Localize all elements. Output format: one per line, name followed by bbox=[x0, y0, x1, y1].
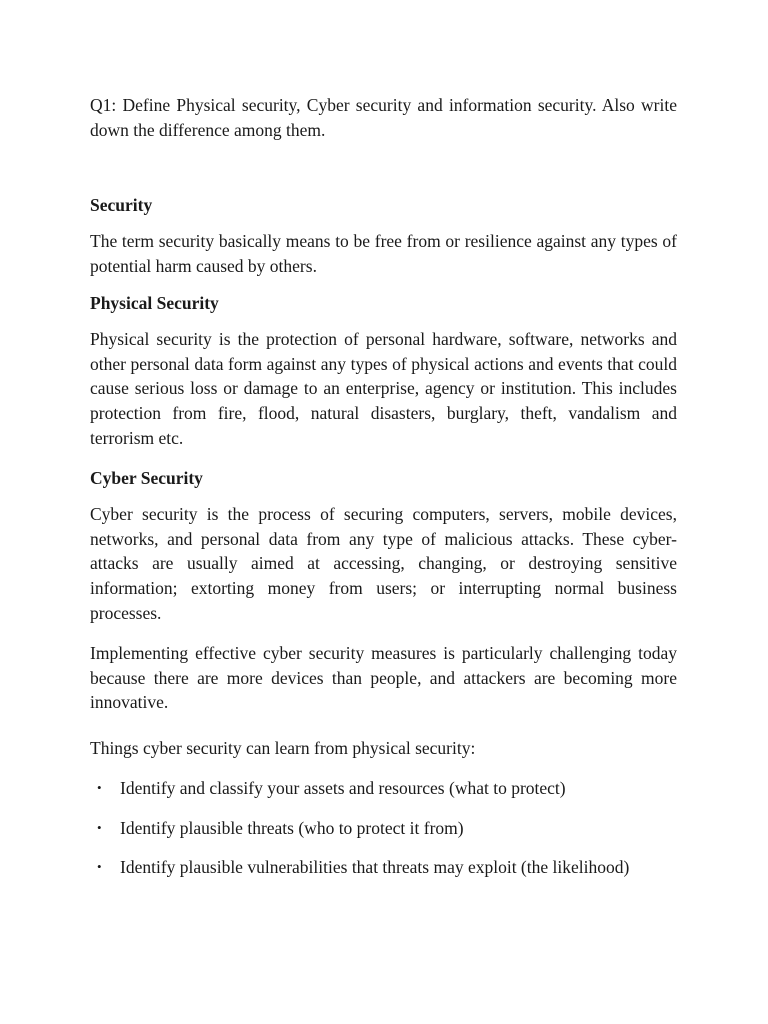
bullet-icon: • bbox=[97, 859, 102, 875]
bullet-icon: • bbox=[97, 780, 102, 795]
list-item-text: Identify plausible threats (who to protect it from) bbox=[120, 817, 464, 838]
paragraph-physical-security: Physical security is the protection of personal hardware, software, networks and other personal data form against any types of physical actions and events that could cause serious loss or damage to an enterprise, agency or institution. This includes protection from fire, flood, natural disasters, burglary, theft, vandalism and terrorism etc. bbox=[90, 329, 677, 448]
paragraph-cyber-security: Cyber security is the process of securing computers, servers, mobile devices, networks, and personal data from any type of malicious attacks. These cyber-attacks are usually aimed at accessing, changing, or destroying sensitive information; extorting money from users; or interrupting normal business processes. bbox=[90, 504, 677, 623]
heading-cyber-security: Cyber Security bbox=[90, 468, 203, 488]
list-item bbox=[90, 855, 677, 880]
paragraph-cyber-security-measures: Implementing effective cyber security measures is particularly challenging today because there are more devices than people, and attackers are becoming more innovative. bbox=[90, 643, 677, 713]
bullet-list bbox=[90, 776, 677, 895]
things-intro: Things cyber security can learn from physical security: bbox=[90, 738, 476, 758]
list-item bbox=[90, 776, 677, 801]
list-item-text: Identify plausible vulnerabilities that threats may exploit (the likelihood) bbox=[120, 857, 630, 878]
heading-physical-security: Physical Security bbox=[90, 293, 219, 313]
list-item-text: Identify and classify your assets and resources (what to protect) bbox=[120, 778, 566, 798]
question-text: Q1: Define Physical security, Cyber security and information security. Also write down the difference among them. bbox=[90, 95, 677, 140]
list-item bbox=[90, 816, 677, 841]
paragraph-security: The term security basically means to be free from or resilience against any types of potential harm caused by others. bbox=[90, 231, 677, 276]
heading-security: Security bbox=[90, 195, 153, 215]
bullet-icon: • bbox=[97, 819, 102, 835]
